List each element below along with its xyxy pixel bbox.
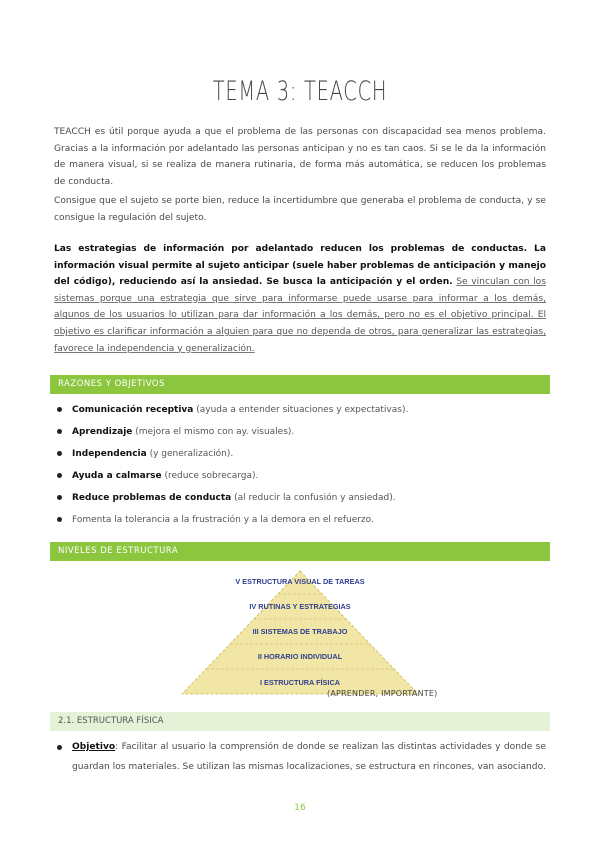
bullet-icon bbox=[57, 407, 62, 412]
bullet-icon bbox=[57, 429, 62, 434]
pyramid-level-1: I ESTRUCTURA FÍSICA bbox=[260, 678, 340, 687]
pyramid-level-5: V ESTRUCTURA VISUAL DE TAREAS bbox=[235, 577, 365, 586]
list-item bbox=[54, 465, 534, 487]
list-item-bold: Independencia bbox=[72, 449, 147, 459]
list-item bbox=[54, 421, 534, 443]
structure-pyramid bbox=[180, 569, 420, 696]
paragraph-regulation: Consigue que el sujeto se porte bien, reduce la incertidumbre que generaba el problema de conducta, y se consigue la regulación del sujeto. bbox=[54, 196, 546, 223]
bullet-icon bbox=[57, 451, 62, 456]
pyramid-note: (APRENDER, IMPORTANTE) bbox=[327, 689, 438, 698]
pyramid-level-4: IV RUTINAS Y ESTRATEGIAS bbox=[249, 602, 351, 611]
list-item-text: (reduce sobrecarga). bbox=[161, 471, 259, 481]
bullet-icon bbox=[57, 473, 62, 478]
list-item-bold: Reduce problemas de conducta bbox=[72, 493, 232, 503]
list-item-bold: Comunicación receptiva bbox=[72, 405, 194, 415]
pyramid-level-3: III SISTEMAS DE TRABAJO bbox=[252, 627, 348, 636]
list-item-text: (y generalización). bbox=[146, 449, 234, 459]
page-number: 16 bbox=[294, 803, 306, 813]
section-heading-razones: RAZONES Y OBJETIVOS bbox=[50, 375, 550, 394]
list-item bbox=[54, 487, 534, 509]
strategies-underline-text: Se vinculan con los sistemas porque una estrategia que sirve para informarse puede usarse para informar a los demás, algunos de los usuarios lo utilizan para dar información a los demás, pero no es el objetivo principal. El objetivo es clarificar información a alguien para que no dependa de otros, para generalizar las estrategias, favorece la independencia y generalización. bbox=[54, 277, 546, 354]
paragraph-strategies bbox=[54, 241, 546, 357]
list-item-text: (mejora el mismo con ay. visuales). bbox=[132, 427, 295, 437]
list-item-bold: Ayuda a calmarse bbox=[72, 471, 162, 481]
strategies-bold-text: Las estrategias de información por adelantado reducen los problemas de conductas. La información visual permite al sujeto anticipar (suele haber problemas de anticipación y manejo del código), reduciendo así la ansiedad. Se busca la anticipación y el orden. bbox=[54, 244, 546, 288]
objetivo-item bbox=[54, 737, 546, 777]
reasons-list bbox=[54, 399, 534, 531]
list-item bbox=[54, 443, 534, 465]
bullet-icon bbox=[57, 745, 62, 750]
paragraph-intro: TEACCH es útil porque ayuda a que el problema de las personas con discapacidad sea menos problema. Gracias a la información por adelantado las personas anticipan y no es tan caos. Si se le da la información de manera visual, si se realiza de manera rutinaria, de forma más automática, se reducen los problemas de conducta. bbox=[54, 127, 546, 187]
list-item-text: Fomenta la tolerancia a la frustración y a la demora en el refuerzo. bbox=[72, 515, 374, 525]
list-item-bold: Aprendizaje bbox=[72, 427, 133, 437]
objetivo-label: Objetivo bbox=[72, 742, 116, 752]
bullet-icon bbox=[57, 495, 62, 500]
list-item bbox=[54, 399, 534, 421]
list-item-text: (ayuda a entender situaciones y expectativas). bbox=[193, 405, 409, 415]
bullet-icon bbox=[57, 517, 62, 522]
subsection-heading-estructura-fisica: 2.1. ESTRUCTURA FÍSICA bbox=[50, 712, 550, 731]
objetivo-text-block bbox=[72, 737, 546, 777]
list-item bbox=[54, 509, 534, 531]
objetivo-text: : Facilitar al usuario la comprensión de donde se realizan las distintas actividades y donde se guardan los materiales. Se utilizan las mismas localizaciones, se estructura en rincones, van asociando. bbox=[72, 742, 546, 772]
list-item-text: (al reducir la confusión y ansiedad). bbox=[231, 493, 396, 503]
page-title: TEMA 3: TEACCH bbox=[212, 76, 388, 107]
section-heading-niveles: NIVELES DE ESTRUCTURA bbox=[50, 542, 550, 561]
pyramid-level-2: II HORARIO INDIVIDUAL bbox=[257, 652, 343, 661]
